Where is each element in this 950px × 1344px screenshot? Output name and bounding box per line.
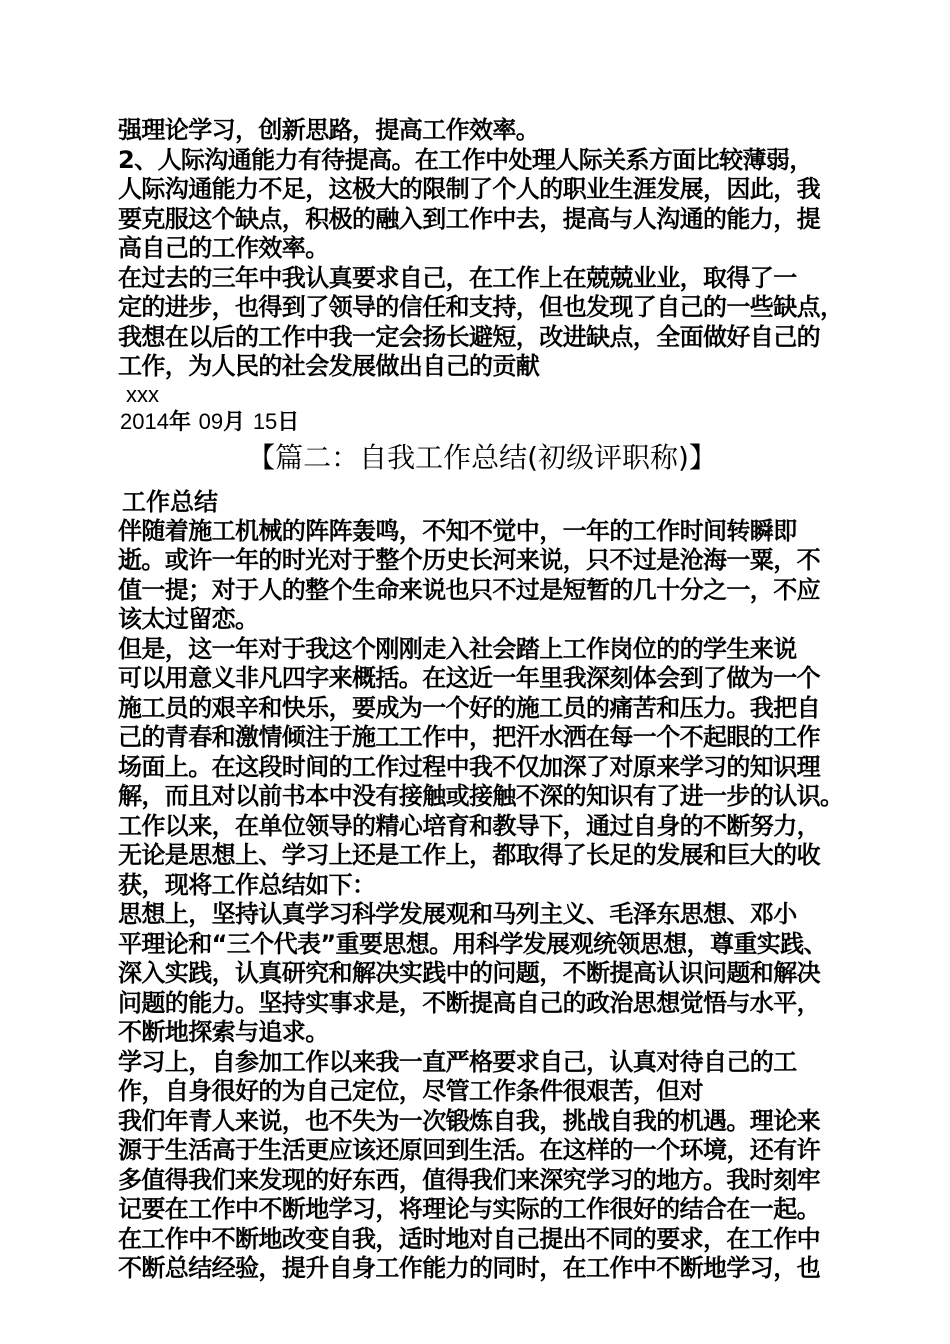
text-line: 逝。或许一年的时光对于整个历史长河来说，只不过是沧海一粟，不 bbox=[118, 546, 820, 574]
text-line: 解，而且对以前书本中没有接触或接触不深的知识有了进一步的认识。 bbox=[118, 782, 844, 810]
document-page bbox=[118, 116, 846, 1284]
text-line: 不断地探索与追求。 bbox=[118, 1018, 329, 1046]
text-line: 在过去的三年中我认真要求自己，在工作上在兢兢业业，取得了一 bbox=[118, 263, 797, 292]
text-line: 强理论学习，创新思路，提高工作效率。 bbox=[118, 116, 540, 144]
date-day: 15 bbox=[252, 408, 278, 434]
text-line: 多值得我们来发现的好东西，值得我们来深究学习的地方。我时刻牢 bbox=[118, 1165, 820, 1194]
text-line: 可以用意义非凡四字来概括。在这近一年里我深刻体会到了做为一个 bbox=[118, 664, 820, 692]
date-day-unit: 日 bbox=[277, 409, 300, 435]
text-line: 定的进步，也得到了领导的信任和支持，但也发现了自己的一些缺点， bbox=[118, 293, 844, 321]
text-line: 工作，为人民的社会发展做出自己的贡献 bbox=[118, 352, 540, 380]
text-line: 我们年青人来说，也不失为一次锻炼自我，挑战自我的机遇。理论来 bbox=[118, 1106, 820, 1135]
text-line: 但是，这一年对于我这个刚刚走入社会踏上工作岗位的的学生来说 bbox=[118, 634, 797, 663]
text-line: 不断总结经验，提升自身工作能力的同时，在工作中不断地学习，也 bbox=[118, 1254, 820, 1282]
text-line: 人际沟通能力不足，这极大的限制了个人的职业生涯发展，因此，我 bbox=[118, 175, 820, 203]
text-line: 无论是思想上、学习上还是工作上，都取得了长足的发展和巨大的收 bbox=[118, 841, 820, 869]
text-line: 要克服这个缺点，积极的融入到工作中去，提高与人沟通的能力，提 bbox=[118, 204, 820, 233]
text-line: 施工员的艰辛和快乐，要成为一个好的施工员的痛苦和压力。我把自 bbox=[118, 693, 820, 722]
text-line: 源于生活高于生活更应该还原回到生活。在这样的一个环境，还有许 bbox=[118, 1136, 820, 1164]
signature: xxx bbox=[126, 381, 159, 407]
text-line: 问题的能力。坚持实事求是，不断提高自己的政治思想觉悟与水平， bbox=[118, 988, 820, 1017]
text-line: 平理论和“三个代表”重要思想。用科学发展观统领思想，尊重实践、 bbox=[118, 929, 827, 958]
text-line: 该太过留恋。 bbox=[118, 605, 259, 633]
text-line: 深入实践，认真研究和解决实践中的问题，不断提高认识问题和解决 bbox=[118, 959, 820, 987]
date-month-unit: 月 bbox=[223, 409, 246, 435]
text-line: 在工作中不断地改变自我，适时地对自己提出不同的要求，在工作中 bbox=[118, 1224, 820, 1253]
text-line: 高自己的工作效率。 bbox=[118, 234, 329, 262]
date-year-unit: 年 bbox=[168, 409, 191, 435]
paragraph-block-2 bbox=[118, 517, 846, 1284]
text-line: 2、人际沟通能力有待提高。在工作中处理人际关系方面比较薄弱， bbox=[118, 145, 813, 174]
text-line: 工作以来，在单位领导的精心培育和教导下，通过自身的不断努力， bbox=[118, 811, 820, 840]
text-line: 学习上，自参加工作以来我一直严格要求自己，认真对待自己的工 bbox=[118, 1047, 797, 1076]
paragraph-block-1 bbox=[118, 116, 846, 382]
section-heading: 【篇二：自我工作总结(初级评职称)】 bbox=[247, 440, 717, 474]
text-line: 我想在以后的工作中我一定会扬长避短，改进缺点，全面做好自己的 bbox=[118, 322, 820, 351]
signature-date bbox=[118, 408, 846, 437]
text-line: 思想上，坚持认真学习科学发展观和马列主义、毛泽东思想、邓小 bbox=[118, 900, 797, 928]
text-line: 伴随着施工机械的阵阵轰鸣，不知不觉中，一年的工作时间转瞬即 bbox=[118, 516, 797, 545]
text-line: 记要在工作中不断地学习，将理论与实际的工作很好的结合在一起。 bbox=[118, 1195, 820, 1223]
date-month: 09 bbox=[198, 408, 224, 434]
text-line: 值一提；对于人的整个生命来说也只不过是短暂的几十分之一，不应 bbox=[118, 575, 820, 604]
text-line: 场面上。在这段时间的工作过程中我不仅加深了对原来学习的知识理 bbox=[118, 752, 820, 781]
text-line: 己的青春和激情倾注于施工工作中，把汗水洒在每一个不起眼的工作 bbox=[118, 723, 820, 751]
date-year: 2014 bbox=[120, 408, 169, 434]
text-line: 获，现将工作总结如下： bbox=[118, 870, 376, 899]
text-line: 作，自身很好的为自己定位，尽管工作条件很艰苦，但对 bbox=[118, 1077, 703, 1105]
section-subheading: 工作总结 bbox=[122, 487, 218, 516]
